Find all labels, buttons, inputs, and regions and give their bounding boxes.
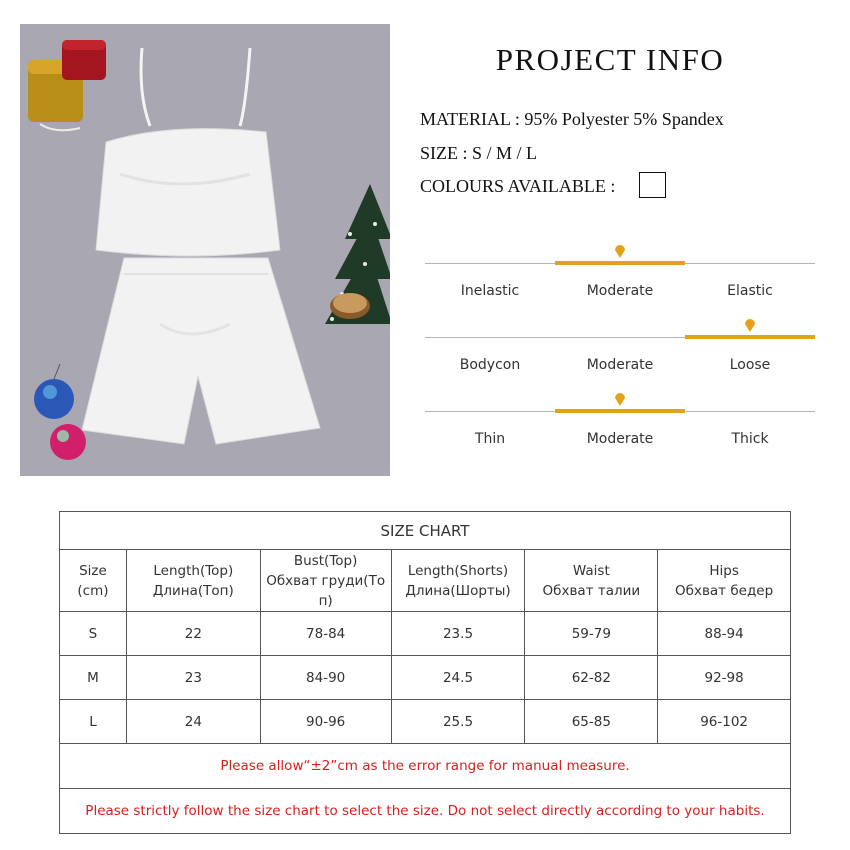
size-chart-title: SIZE CHART [60,512,791,550]
table-row [60,612,791,656]
location-pin-icon [555,245,685,259]
scale-label-left: Bodycon [459,357,521,373]
header-length-top: Length(Top) Длина(Топ) [126,550,260,612]
table-row [60,700,791,744]
size-text: SIZE : S / M / L [420,143,538,163]
table-cell: L [60,700,127,744]
material-text: MATERIAL : 95% Polyester 5% Spandex [420,109,724,129]
table-cell: 59-79 [525,612,658,656]
header-length-shorts: Length(Shorts) Длина(Шорты) [391,550,525,612]
table-cell: 96-102 [658,700,791,744]
header-hips: Hips Обхват бедер [658,550,791,612]
table-cell: 65-85 [525,700,658,744]
table-cell: 78-84 [260,612,391,656]
table-cell: 22 [126,612,260,656]
header-waist: Waist Обхват талии [525,550,658,612]
scale-label-mid: Moderate [586,283,654,299]
table-header-row [60,550,791,612]
table-cell: 92-98 [658,656,791,700]
size-chart-table [59,511,791,834]
table-cell: 24 [126,700,260,744]
product-photo [20,24,390,476]
table-cell: 88-94 [658,612,791,656]
location-pin-icon [555,393,685,407]
table-cell: S [60,612,127,656]
header-size: Size (cm) [60,550,127,612]
table-cell: 62-82 [525,656,658,700]
elasticity-scale [425,249,815,309]
table-cell: 25.5 [391,700,525,744]
scale-highlight [555,409,685,413]
scale-label-left: Thin [474,431,506,447]
colour-swatch [639,172,666,198]
table-cell: 90-96 [260,700,391,744]
table-cell: 23.5 [391,612,525,656]
table-row [60,656,791,700]
scale-label-right: Elastic [727,283,773,299]
scale-label-left: Inelastic [460,283,520,299]
table-cell: 23 [126,656,260,700]
scale-label-mid: Moderate [586,431,654,447]
size-selection-note: Please strictly follow the size chart to select the size. Do not select directly according to your habits. [60,789,791,834]
table-cell: 24.5 [391,656,525,700]
scale-highlight [555,261,685,265]
header-bust-top: Bust(Top) Обхват груди(То п) [260,550,391,612]
thickness-scale [425,397,815,457]
table-cell: 84-90 [260,656,391,700]
table-cell: M [60,656,127,700]
fit-scale [425,323,815,383]
colours-text: COLOURS AVAILABLE : [420,176,616,196]
measure-error-note: Please allow“±2”cm as the error range for manual measure. [60,744,791,789]
scale-label-right: Loose [729,357,771,373]
product-photo-illustration [20,24,390,476]
location-pin-icon [685,319,815,333]
scale-label-right: Thick [731,431,769,447]
project-title: PROJECT INFO [495,42,725,77]
scale-highlight [685,335,815,339]
scale-label-mid: Moderate [586,357,654,373]
